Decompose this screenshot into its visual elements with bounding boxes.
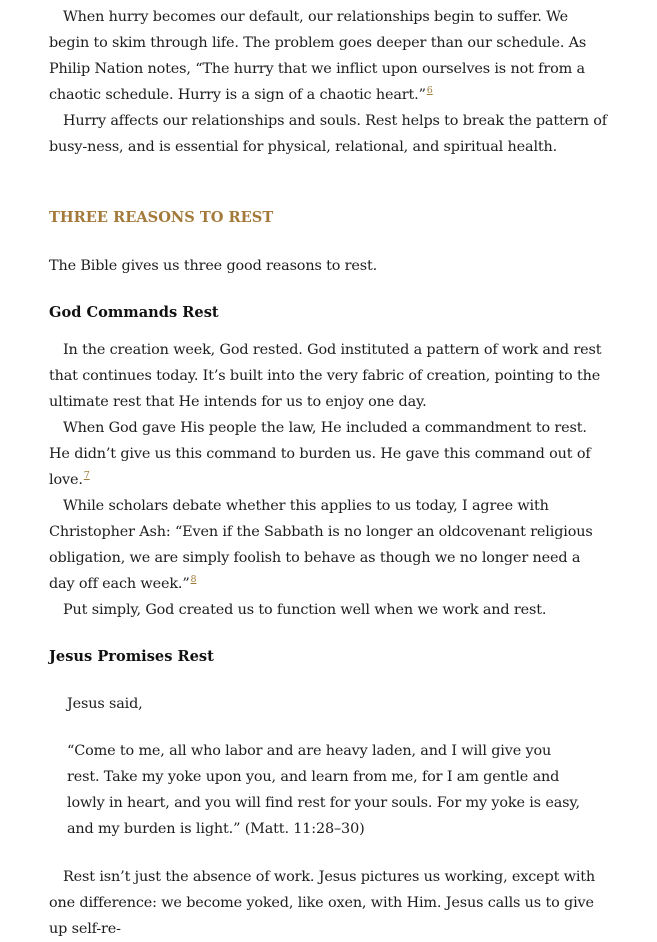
subsection-heading-jesus-promises-rest: Jesus Promises Rest — [49, 648, 214, 665]
intro-paragraph-hurry — [49, 4, 609, 108]
paragraph-christopher-ash — [49, 493, 609, 597]
footnote-link-6[interactable]: 6 — [426, 85, 433, 96]
scripture-block-quote: “Come to me, all who labor and are heavy laden, and I will give you rest. Take my yoke upon you, and learn from me, for I am gentle and lowly in heart, and you will find rest for your souls. For my yoke is easy, and my burden is light.” (Matt. 11:28–30) — [67, 743, 580, 837]
paragraph-text: In the creation week, God rested. God instituted a pattern of work and rest that continues today. It’s built into the very fabric of creation, pointing to the ultimate rest that He intends for us to enjoy one day. — [49, 342, 602, 410]
intro-paragraph-rest — [49, 108, 609, 160]
footnote-link-8[interactable]: 8 — [190, 574, 197, 585]
paragraph-put-simply — [49, 597, 609, 623]
document-page — [49, 4, 609, 942]
section-heading: THREE REASONS TO REST — [49, 209, 274, 226]
quote-intro: Jesus said, — [67, 696, 143, 712]
paragraph-text: When God gave His people the law, He included a commandment to rest. He didn’t give us this command to burden us. He gave this command out of love. — [49, 420, 591, 488]
paragraph-text: When hurry becomes our default, our relationships begin to suffer. We begin to skim through life. The problem goes deeper than our schedule. As Philip Nation notes, “The hurry that we inflict upon ourselves is not from a chaotic schedule. Hurry is a sign of a chaotic heart.” — [49, 9, 587, 103]
paragraph-creation-week — [49, 337, 609, 415]
paragraph-text: While scholars debate whether this applies to us today, I agree with Christopher Ash: “Even if the Sabbath is no longer an oldcovenant religious obligation, we are simply foolish to behave as though we no longer need a day off each week.” — [49, 498, 593, 592]
paragraph-law-commandment — [49, 415, 609, 493]
paragraph-after-quote: Rest isn’t just the absence of work. Jesus pictures us working, except with one difference: we become yoked, like oxen, with Him. Jesus calls us to give up self-re- — [49, 869, 596, 937]
paragraph-text: Put simply, God created us to function well when we work and rest. — [63, 602, 547, 618]
footnote-link-7[interactable]: 7 — [83, 470, 90, 481]
section-intro-paragraph: The Bible gives us three good reasons to rest. — [49, 258, 378, 274]
subsection-heading-god-commands-rest: God Commands Rest — [49, 304, 219, 321]
paragraph-text: Hurry affects our relationships and souls. Rest helps to break the pattern of busy-ness, and is essential for physical, relational, and spiritual health. — [49, 113, 607, 155]
